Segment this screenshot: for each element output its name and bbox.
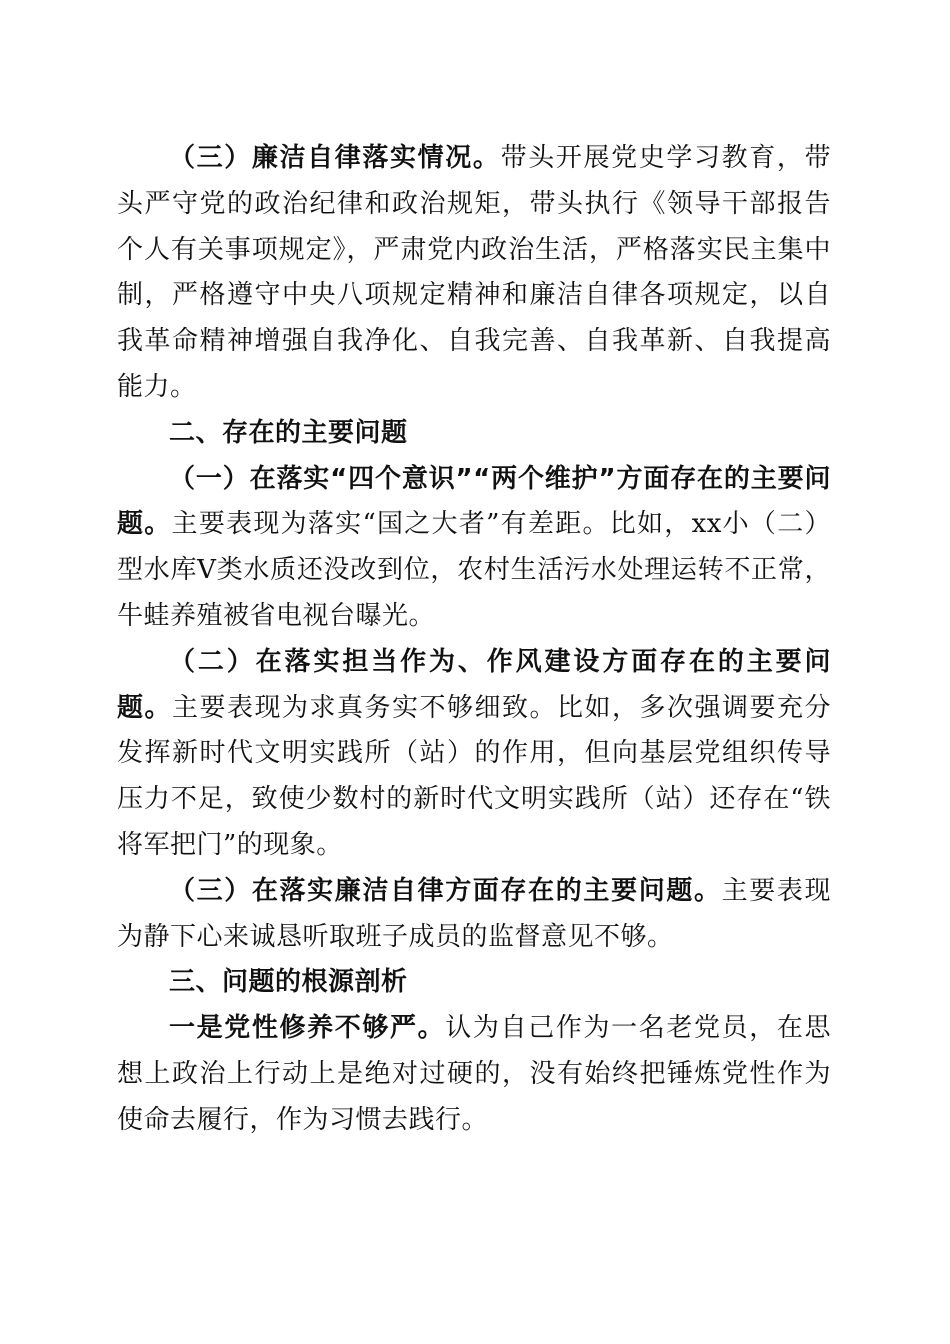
section-heading-main-problems: 二、存在的主要问题 — [169, 417, 408, 448]
paragraph-integrity-implementation — [117, 136, 831, 411]
paragraph-text: 主要表现为静下心来诚恳听取班子成员的监督意见不够。 — [117, 875, 831, 952]
paragraph-text: 认为自己作为一名老党员，在思想上政治上行动上是绝对过硬的，没有始终把锤炼党性作为使命去履行，作为习惯去践行。 — [117, 1013, 831, 1135]
paragraph-problem-three — [117, 869, 831, 961]
paragraph-lead: （三）廉洁自律落实情况。 — [169, 143, 501, 173]
paragraph-lead: （一）在落实“四个意识”“两个维护”方面存在的主要问题。 — [117, 463, 831, 540]
paragraph-lead: （三）在落实廉洁自律方面存在的主要问题。 — [169, 875, 722, 906]
paragraph-lead: （二）在落实担当作为、作风建设方面存在的主要问题。 — [117, 646, 831, 723]
paragraph-problem-two — [117, 640, 831, 869]
paragraph-text: 带头开展党史学习教育，带头严守党的政治纪律和政治规矩，带头执行《领导干部报告个人有关事项规定》，严肃党内政治生活，严格落实民主集中制，严格遵守中央八项规定精神和廉洁自律各项规定，以自我革命精神增强自我净化、自我完善、自我革新、自我提高能力。 — [117, 143, 831, 402]
paragraph-text: 主要表现为落实“国之大者”有差距。比如，xx小（二）型水库Ⅴ类水质还没改到位，农村生活污水处理运转不正常，牛蛙养殖被省电视台曝光。 — [117, 509, 831, 631]
document-body — [117, 136, 831, 1144]
paragraph-lead: 一是党性修养不够严。 — [169, 1013, 446, 1044]
paragraph-problem-one — [117, 457, 831, 640]
paragraph-text: 主要表现为求真务实不够细致。比如，多次强调要充分发挥新时代文明实践所（站）的作用，但向基层党组织传导压力不足，致使少数村的新时代文明实践所（站）还存在“铁将军把门”的现象。 — [117, 692, 831, 860]
section-heading-root-causes: 三、问题的根源剖析 — [169, 967, 408, 998]
paragraph-root-cause-one — [117, 1006, 831, 1143]
